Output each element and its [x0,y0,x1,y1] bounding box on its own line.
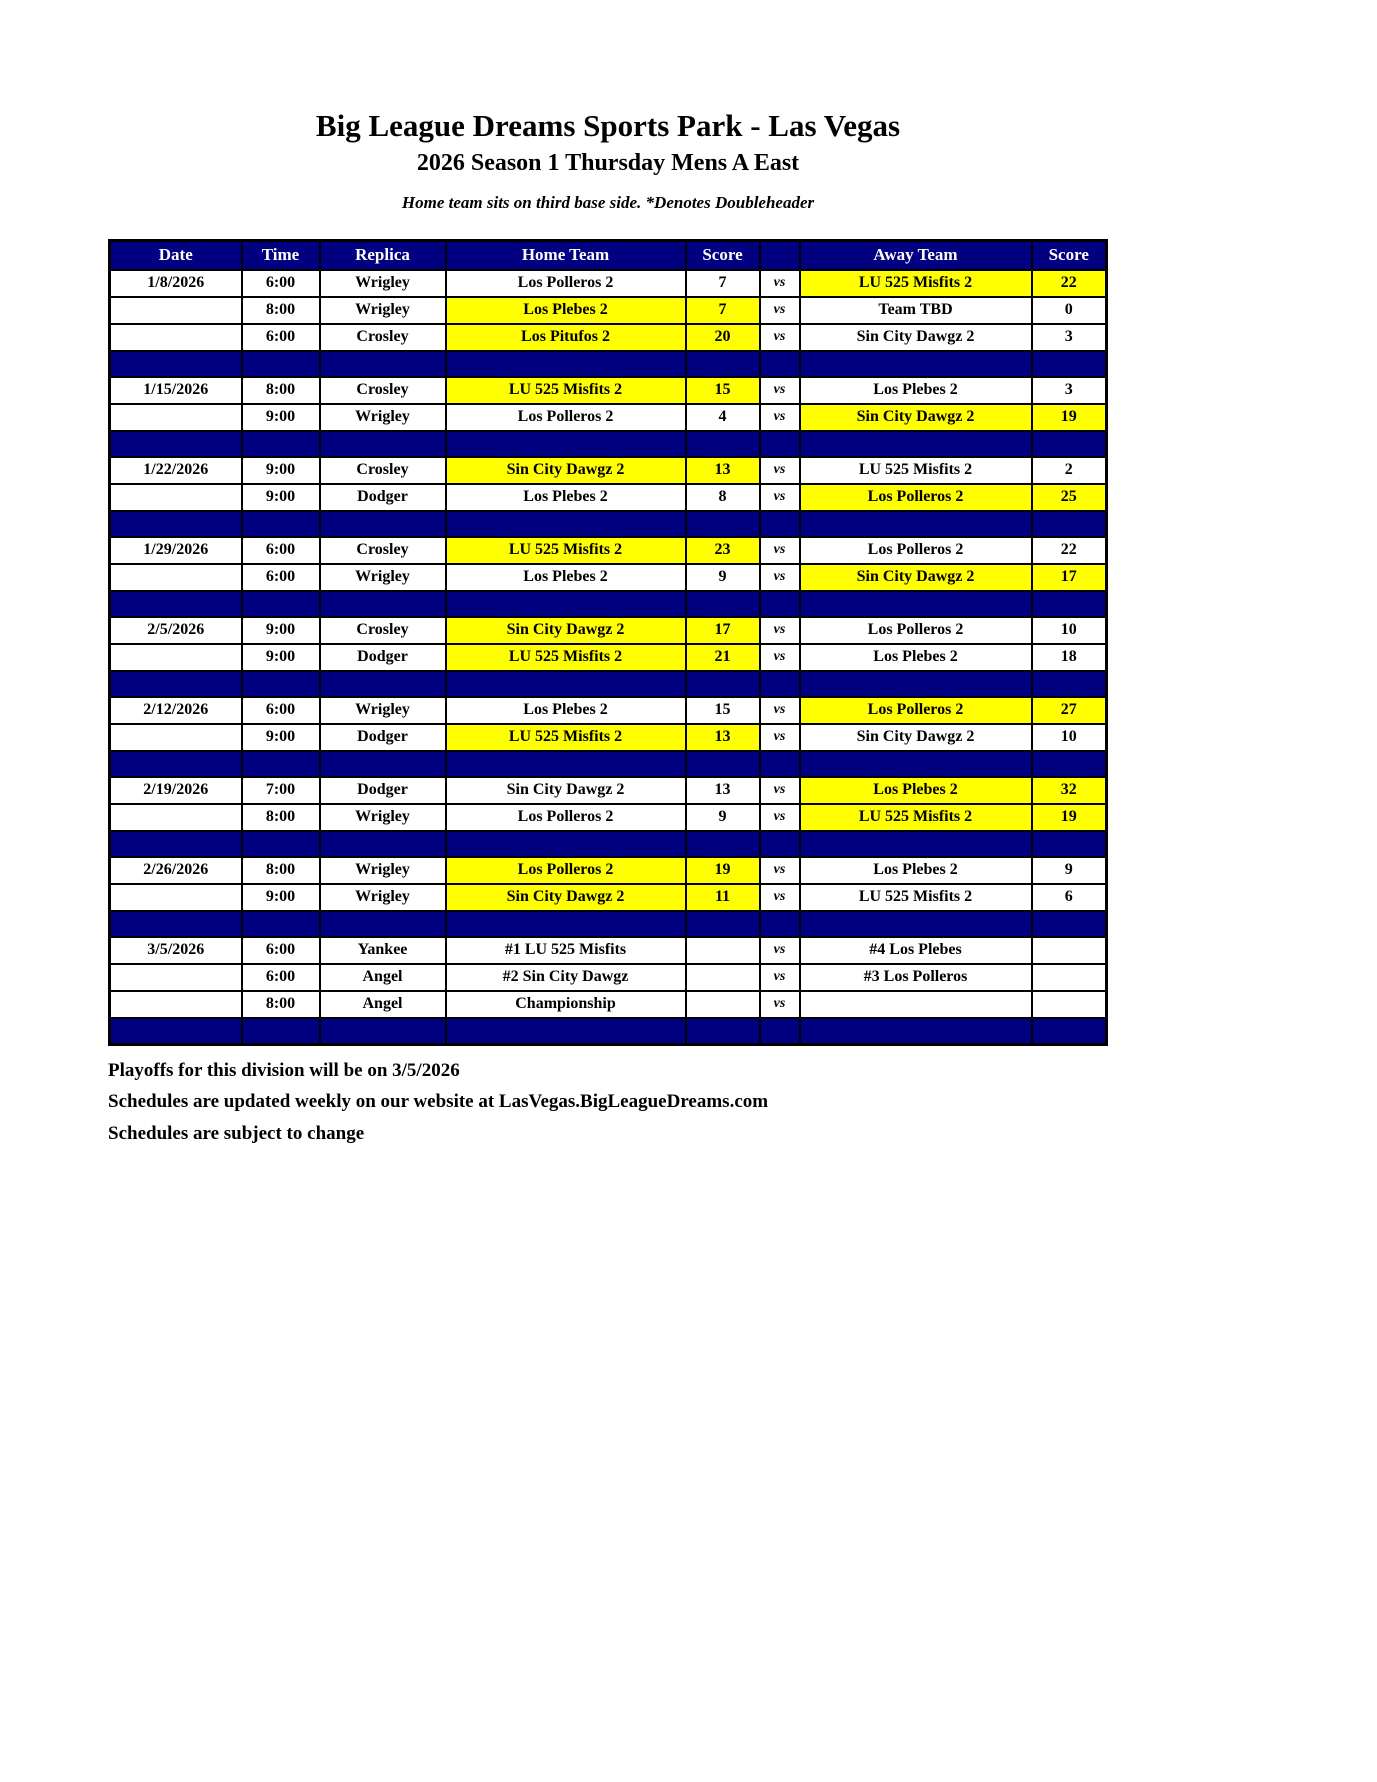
time-cell: 9:00 [242,617,320,644]
schedule-body [110,270,1107,1045]
game-row [110,564,1107,591]
vs-cell: vs [760,457,800,484]
away-team-cell: LU 525 Misfits 2 [800,457,1032,484]
separator-cell [446,671,686,697]
date-cell: 2/12/2026 [110,697,242,724]
schedule-header [110,240,1107,270]
home-team-cell: Los Plebes 2 [446,697,686,724]
home-score-cell: 13 [686,724,760,751]
date-cell [110,964,242,991]
away-score-cell: 2 [1032,457,1107,484]
time-cell: 9:00 [242,457,320,484]
separator-cell [110,911,242,937]
away-team-cell: Los Polleros 2 [800,484,1032,511]
separator-cell [686,591,760,617]
replica-cell: Crosley [320,457,446,484]
header-time: Time [242,240,320,270]
home-team-cell: Los Plebes 2 [446,484,686,511]
separator-cell [242,591,320,617]
home-score-cell: 4 [686,404,760,431]
replica-cell: Crosley [320,377,446,404]
home-score-cell: 13 [686,777,760,804]
away-team-cell: Los Plebes 2 [800,857,1032,884]
away-score-cell: 25 [1032,484,1107,511]
replica-cell: Dodger [320,484,446,511]
home-score-cell: 23 [686,537,760,564]
game-row [110,724,1107,751]
replica-cell: Wrigley [320,270,446,297]
date-cell [110,404,242,431]
separator-row [110,351,1107,377]
date-cell: 3/5/2026 [110,937,242,964]
home-score-cell: 19 [686,857,760,884]
game-row [110,404,1107,431]
vs-cell: vs [760,297,800,324]
header-home-team: Home Team [446,240,686,270]
home-team-cell: Los Pitufos 2 [446,324,686,351]
replica-cell: Angel [320,964,446,991]
away-team-cell: #4 Los Plebes [800,937,1032,964]
time-cell: 9:00 [242,484,320,511]
separator-cell [760,671,800,697]
separator-cell [760,911,800,937]
header-replica: Replica [320,240,446,270]
separator-row [110,751,1107,777]
separator-cell [800,431,1032,457]
header-away-score: Score [1032,240,1107,270]
away-score-cell: 22 [1032,270,1107,297]
date-cell: 1/29/2026 [110,537,242,564]
separator-cell [242,431,320,457]
away-score-cell: 0 [1032,297,1107,324]
separator-cell [800,751,1032,777]
separator-cell [1032,831,1107,857]
home-score-cell: 7 [686,270,760,297]
separator-row [110,1018,1107,1045]
home-score-cell: 11 [686,884,760,911]
schedule-table [108,239,1108,1046]
home-team-cell: Los Polleros 2 [446,270,686,297]
home-score-cell [686,937,760,964]
game-row [110,297,1107,324]
away-team-cell: Los Plebes 2 [800,777,1032,804]
replica-cell: Wrigley [320,404,446,431]
time-cell: 9:00 [242,884,320,911]
separator-cell [760,1018,800,1045]
home-score-cell: 15 [686,377,760,404]
game-row [110,697,1107,724]
home-team-cell: Sin City Dawgz 2 [446,457,686,484]
home-score-cell [686,964,760,991]
separator-cell [446,591,686,617]
separator-cell [242,511,320,537]
separator-cell [760,831,800,857]
separator-row [110,431,1107,457]
separator-cell [800,1018,1032,1045]
replica-cell: Crosley [320,324,446,351]
date-cell [110,644,242,671]
vs-cell: vs [760,991,800,1018]
vs-cell: vs [760,777,800,804]
time-cell: 6:00 [242,324,320,351]
home-team-cell: Los Plebes 2 [446,297,686,324]
away-team-cell: Team TBD [800,297,1032,324]
date-cell [110,564,242,591]
separator-cell [686,351,760,377]
date-cell [110,884,242,911]
home-team-cell: LU 525 Misfits 2 [446,724,686,751]
separator-cell [446,511,686,537]
away-team-cell: #3 Los Polleros [800,964,1032,991]
time-cell: 6:00 [242,537,320,564]
vs-cell: vs [760,537,800,564]
vs-cell: vs [760,857,800,884]
home-score-cell: 8 [686,484,760,511]
game-row [110,937,1107,964]
away-team-cell: Sin City Dawgz 2 [800,724,1032,751]
separator-cell [110,751,242,777]
away-team-cell: Los Polleros 2 [800,697,1032,724]
away-score-cell: 3 [1032,377,1107,404]
home-score-cell: 13 [686,457,760,484]
date-cell [110,804,242,831]
home-team-cell: Los Plebes 2 [446,564,686,591]
away-team-cell: Los Plebes 2 [800,644,1032,671]
game-row [110,617,1107,644]
away-score-cell: 9 [1032,857,1107,884]
away-team-cell: Sin City Dawgz 2 [800,404,1032,431]
separator-cell [110,591,242,617]
vs-cell: vs [760,937,800,964]
home-team-cell: Los Polleros 2 [446,804,686,831]
separator-cell [686,671,760,697]
replica-cell: Dodger [320,777,446,804]
separator-cell [1032,671,1107,697]
page-title: Big League Dreams Sports Park - Las Vegas [315,108,901,143]
date-cell [110,484,242,511]
time-cell: 7:00 [242,777,320,804]
separator-cell [800,511,1032,537]
separator-cell [242,1018,320,1045]
date-cell: 2/19/2026 [110,777,242,804]
replica-cell: Wrigley [320,804,446,831]
game-row [110,457,1107,484]
replica-cell: Crosley [320,617,446,644]
separator-cell [760,351,800,377]
away-score-cell: 6 [1032,884,1107,911]
replica-cell: Dodger [320,724,446,751]
game-row [110,377,1107,404]
date-cell [110,724,242,751]
separator-cell [320,351,446,377]
game-row [110,484,1107,511]
away-team-cell: Sin City Dawgz 2 [800,324,1032,351]
replica-cell: Angel [320,991,446,1018]
away-score-cell: 17 [1032,564,1107,591]
separator-cell [320,831,446,857]
vs-cell: vs [760,564,800,591]
separator-cell [242,351,320,377]
separator-row [110,671,1107,697]
separator-cell [1032,1018,1107,1045]
separator-cell [242,911,320,937]
page-footer [108,1060,1108,1146]
game-row [110,804,1107,831]
date-cell: 1/15/2026 [110,377,242,404]
separator-cell [800,831,1032,857]
home-score-cell: 7 [686,297,760,324]
separator-cell [760,751,800,777]
home-team-cell: LU 525 Misfits 2 [446,377,686,404]
separator-cell [1032,911,1107,937]
game-row [110,964,1107,991]
vs-cell: vs [760,617,800,644]
separator-cell [320,511,446,537]
home-team-cell: Sin City Dawgz 2 [446,777,686,804]
separator-cell [320,671,446,697]
time-cell: 8:00 [242,297,320,324]
separator-cell [1032,431,1107,457]
separator-cell [800,591,1032,617]
home-team-cell: Los Polleros 2 [446,404,686,431]
separator-cell [686,911,760,937]
time-cell: 9:00 [242,404,320,431]
away-score-cell: 32 [1032,777,1107,804]
separator-cell [1032,591,1107,617]
replica-cell: Wrigley [320,884,446,911]
separator-cell [446,431,686,457]
away-team-cell [800,991,1032,1018]
separator-cell [320,911,446,937]
separator-cell [1032,351,1107,377]
separator-cell [686,751,760,777]
away-team-cell: LU 525 Misfits 2 [800,884,1032,911]
away-score-cell: 10 [1032,617,1107,644]
separator-cell [760,591,800,617]
time-cell: 6:00 [242,270,320,297]
separator-cell [110,831,242,857]
separator-row [110,831,1107,857]
away-score-cell [1032,937,1107,964]
separator-cell [110,671,242,697]
home-team-cell: #2 Sin City Dawgz [446,964,686,991]
away-score-cell: 10 [1032,724,1107,751]
time-cell: 8:00 [242,804,320,831]
separator-cell [686,431,760,457]
header-date: Date [110,240,242,270]
home-team-cell: LU 525 Misfits 2 [446,644,686,671]
home-team-cell: Los Polleros 2 [446,857,686,884]
replica-cell: Dodger [320,644,446,671]
away-team-cell: Sin City Dawgz 2 [800,564,1032,591]
away-score-cell [1032,964,1107,991]
replica-cell: Wrigley [320,697,446,724]
separator-cell [110,511,242,537]
page-note: Home team sits on third base side. *Denotes Doubleheader [401,192,815,212]
date-cell: 2/5/2026 [110,617,242,644]
home-score-cell: 20 [686,324,760,351]
time-cell: 8:00 [242,377,320,404]
date-cell: 1/22/2026 [110,457,242,484]
date-cell: 1/8/2026 [110,270,242,297]
separator-cell [686,1018,760,1045]
vs-cell: vs [760,964,800,991]
separator-cell [320,751,446,777]
separator-cell [800,351,1032,377]
separator-cell [320,1018,446,1045]
date-cell [110,991,242,1018]
game-row [110,884,1107,911]
separator-cell [800,911,1032,937]
vs-cell: vs [760,484,800,511]
time-cell: 6:00 [242,697,320,724]
game-row [110,324,1107,351]
footer-change-note: Schedules are subject to change [108,1123,365,1145]
page-subtitle: 2026 Season 1 Thursday Mens A East [416,149,800,176]
away-score-cell: 19 [1032,404,1107,431]
game-row [110,857,1107,884]
separator-cell [446,831,686,857]
away-score-cell: 3 [1032,324,1107,351]
home-score-cell: 15 [686,697,760,724]
replica-cell: Wrigley [320,297,446,324]
vs-cell: vs [760,404,800,431]
away-team-cell: Los Plebes 2 [800,377,1032,404]
game-row [110,644,1107,671]
away-score-cell [1032,991,1107,1018]
separator-cell [446,351,686,377]
separator-cell [686,831,760,857]
game-row [110,777,1107,804]
separator-cell [760,511,800,537]
separator-cell [110,351,242,377]
separator-cell [242,671,320,697]
home-team-cell: #1 LU 525 Misfits [446,937,686,964]
time-cell: 8:00 [242,991,320,1018]
home-score-cell: 9 [686,564,760,591]
home-score-cell: 9 [686,804,760,831]
time-cell: 9:00 [242,644,320,671]
home-score-cell: 21 [686,644,760,671]
home-score-cell: 17 [686,617,760,644]
separator-cell [1032,751,1107,777]
replica-cell: Wrigley [320,857,446,884]
separator-row [110,911,1107,937]
separator-cell [110,1018,242,1045]
time-cell: 6:00 [242,964,320,991]
header-row [110,240,1107,270]
separator-cell [110,431,242,457]
separator-cell [760,431,800,457]
separator-cell [320,431,446,457]
separator-row [110,591,1107,617]
replica-cell: Crosley [320,537,446,564]
date-cell [110,297,242,324]
separator-cell [446,911,686,937]
replica-cell: Yankee [320,937,446,964]
home-team-cell: Championship [446,991,686,1018]
time-cell: 6:00 [242,564,320,591]
away-team-cell: Los Polleros 2 [800,537,1032,564]
away-team-cell: LU 525 Misfits 2 [800,270,1032,297]
away-team-cell: Los Polleros 2 [800,617,1032,644]
footer-website-note: Schedules are updated weekly on our website at LasVegas.BigLeagueDreams.com [108,1091,769,1113]
game-row [110,270,1107,297]
separator-cell [686,511,760,537]
vs-cell: vs [760,644,800,671]
away-team-cell: LU 525 Misfits 2 [800,804,1032,831]
home-team-cell: Sin City Dawgz 2 [446,884,686,911]
separator-cell [446,751,686,777]
footer-playoffs-note: Playoffs for this division will be on 3/5/2026 [108,1059,460,1081]
time-cell: 8:00 [242,857,320,884]
vs-cell: vs [760,724,800,751]
game-row [110,537,1107,564]
vs-cell: vs [760,697,800,724]
home-team-cell: Sin City Dawgz 2 [446,617,686,644]
time-cell: 6:00 [242,937,320,964]
header-vs [760,240,800,270]
separator-cell [1032,511,1107,537]
header-away-team: Away Team [800,240,1032,270]
vs-cell: vs [760,884,800,911]
header-home-score: Score [686,240,760,270]
vs-cell: vs [760,377,800,404]
time-cell: 9:00 [242,724,320,751]
separator-cell [800,671,1032,697]
vs-cell: vs [760,324,800,351]
away-score-cell: 27 [1032,697,1107,724]
vs-cell: vs [760,270,800,297]
separator-cell [242,751,320,777]
page-content [108,0,1108,1146]
away-score-cell: 19 [1032,804,1107,831]
date-cell [110,324,242,351]
separator-cell [446,1018,686,1045]
vs-cell: vs [760,804,800,831]
replica-cell: Wrigley [320,564,446,591]
date-cell: 2/26/2026 [110,857,242,884]
home-score-cell [686,991,760,1018]
separator-row [110,511,1107,537]
separator-cell [242,831,320,857]
away-score-cell: 22 [1032,537,1107,564]
separator-cell [320,591,446,617]
away-score-cell: 18 [1032,644,1107,671]
game-row [110,991,1107,1018]
home-team-cell: LU 525 Misfits 2 [446,537,686,564]
